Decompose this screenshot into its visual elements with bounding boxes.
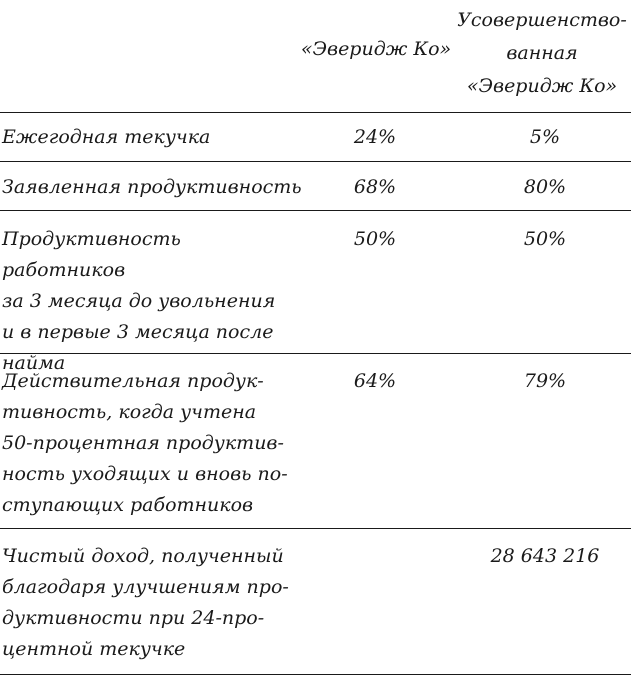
row-divider bbox=[0, 112, 631, 113]
row-divider bbox=[0, 210, 631, 211]
table-header bbox=[0, 0, 631, 105]
row-value-average-co: 24% bbox=[353, 126, 397, 148]
row-divider bbox=[0, 528, 631, 529]
row-divider bbox=[0, 161, 631, 162]
column-header-improved-average-co: Усовершенство- ванная «Эверидж Ко» bbox=[457, 9, 627, 97]
row-value-average-co: 68% bbox=[353, 176, 397, 198]
row-label: Действительная продук- тивность, когда учтена 50-процентная продуктив- ность уходящих и вновь по- ступающих работников bbox=[2, 370, 288, 516]
row-value-average-co: 50% bbox=[353, 228, 397, 250]
row-divider bbox=[0, 674, 631, 675]
row-value-improved: 79% bbox=[523, 370, 567, 392]
row-value-improved: 5% bbox=[529, 126, 561, 148]
row-value-improved: 28 643 216 bbox=[490, 545, 600, 567]
row-value-improved: 50% bbox=[523, 228, 567, 250]
column-header-average-co: «Эверидж Ко» bbox=[300, 38, 452, 60]
row-label: Ежегодная текучка bbox=[2, 126, 211, 148]
row-value-average-co: 64% bbox=[353, 370, 397, 392]
row-label: Заявленная продуктивность bbox=[2, 176, 302, 198]
row-label: Чистый доход, полученный благодаря улучшениям про- дуктивности при 24-про- центной текучке bbox=[2, 545, 289, 660]
row-value-improved: 80% bbox=[523, 176, 567, 198]
row-label: Продуктивность работников за 3 месяца до увольнения и в первые 3 месяца после найма bbox=[2, 228, 276, 374]
row-divider bbox=[0, 353, 631, 354]
